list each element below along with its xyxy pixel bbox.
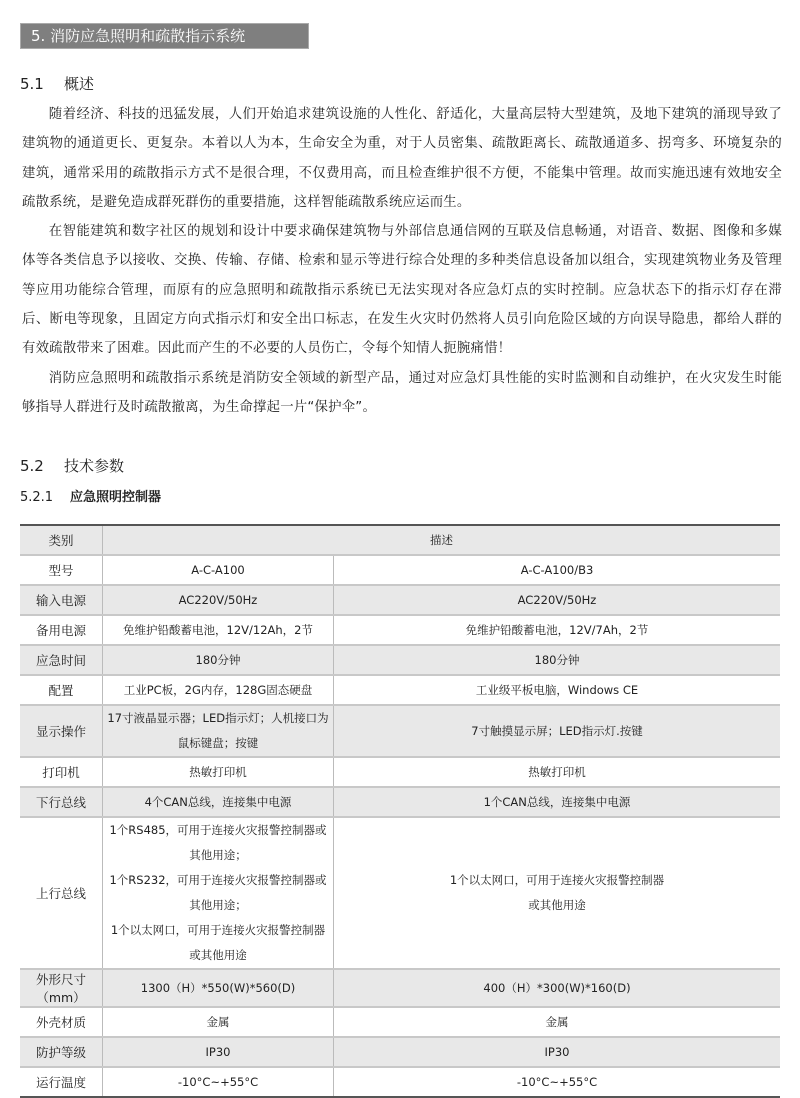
table-row <box>20 645 780 675</box>
cell-model-a <box>103 1007 334 1037</box>
cell-line: 金属 <box>206 1014 230 1029</box>
cell-line: -10°C~+55°C <box>516 1074 598 1089</box>
cell-line: 17寸液晶显示器；LED指示灯；人机接口为鼠标键盘；按键 <box>107 711 329 750</box>
heading-5-2-1 <box>20 486 161 505</box>
heading-text: 应急照明控制器 <box>70 490 162 505</box>
cell-line: 1个CAN总线，连接集中电源 <box>483 794 631 809</box>
cell-line: 1个RS485，可用于连接火灾报警控制器或其他用途； <box>109 823 327 862</box>
cell-model-b <box>334 645 781 675</box>
table-header-row <box>20 525 780 555</box>
row-label: 运行温度 <box>20 1067 103 1097</box>
row-label: 备用电源 <box>20 615 103 645</box>
heading-text: 技术参数 <box>64 457 125 475</box>
cell-line: 热敏打印机 <box>189 764 247 779</box>
section-number: 5. <box>31 27 46 45</box>
section-title <box>20 23 309 49</box>
heading-number: 5.2.1 <box>20 490 54 505</box>
table-row <box>20 615 780 645</box>
cell-model-b <box>334 585 781 615</box>
row-label: 输入电源 <box>20 585 103 615</box>
table-row <box>20 817 780 969</box>
cell-model-a <box>103 675 334 705</box>
table-row <box>20 585 780 615</box>
cell-model-b <box>334 787 781 817</box>
spec-table <box>20 524 780 1098</box>
cell-model-b <box>334 705 781 757</box>
cell-model-b <box>334 969 781 1007</box>
row-label: 应急时间 <box>20 645 103 675</box>
cell-model-b <box>334 615 781 645</box>
overview-text <box>22 100 782 422</box>
cell-model-a <box>103 1067 334 1097</box>
table-row <box>20 969 780 1007</box>
cell-model-b <box>334 817 781 969</box>
header-description: 描述 <box>103 525 781 555</box>
table-row <box>20 757 780 787</box>
table-row <box>20 555 780 585</box>
cell-line: A-C-A100 <box>191 562 245 577</box>
row-label: 配置 <box>20 675 103 705</box>
table-row <box>20 1037 780 1067</box>
cell-line: 180分钟 <box>534 652 580 667</box>
table-row <box>20 705 780 757</box>
row-label: 防护等级 <box>20 1037 103 1067</box>
cell-line: 1个RS232，可用于连接火灾报警控制器或其他用途； <box>109 873 327 912</box>
header-category: 类别 <box>20 525 103 555</box>
cell-line: 7寸触摸显示屏；LED指示灯.按键 <box>471 723 643 738</box>
cell-line: AC220V/50Hz <box>178 592 258 607</box>
row-label: 外形尺寸（mm） <box>20 969 103 1007</box>
cell-line: 免维护铅酸蓄电池，12V/7Ah，2节 <box>465 622 649 637</box>
cell-model-a <box>103 555 334 585</box>
cell-model-b <box>334 1037 781 1067</box>
cell-line: 1个以太网口，可用于连接火灾报警控制器 <box>449 873 665 887</box>
cell-line: A-C-A100/B3 <box>520 562 594 577</box>
row-label: 下行总线 <box>20 787 103 817</box>
cell-model-b <box>334 1007 781 1037</box>
cell-line: 或其他用途 <box>528 898 586 912</box>
cell-model-b <box>334 675 781 705</box>
cell-line: 金属 <box>545 1014 569 1029</box>
cell-line: 1个以太网口，可用于连接火灾报警控制器或其他用途 <box>110 923 326 962</box>
cell-model-a <box>103 615 334 645</box>
cell-line: 工业级平板电脑，Windows CE <box>475 682 639 697</box>
cell-line: 免维护铅酸蓄电池，12V/12Ah，2节 <box>123 622 313 637</box>
paragraph: 随着经济、科技的迅猛发展，人们开始追求建筑设施的人性化、舒适化，大量高层特大型建筑，及地下建筑的涌现导致了建筑物的通道更长、更复杂。本着以人为本，生命安全为重，对于人员密集、疏散距离长、疏散通道多、拐弯多、环境复杂的建筑，通常采用的疏散指示方式不是很合理，不仅费用高，而且检查维护很不方便，不能集中管理。故而实施迅速有效地安全疏散系统，是避免造成群死群伤的重要措施，这样智能疏散系统应运而生。 <box>22 107 782 210</box>
paragraph: 消防应急照明和疏散指示系统是消防安全领域的新型产品，通过对应急灯具性能的实时监测和自动维护，在火灾发生时能够指导人群进行及时疏散撤离，为生命撑起一片“保护伞”。 <box>22 370 782 415</box>
cell-model-a <box>103 585 334 615</box>
cell-model-a <box>103 1037 334 1067</box>
table-row <box>20 1067 780 1097</box>
cell-line: 180分钟 <box>195 652 241 667</box>
cell-model-a <box>103 645 334 675</box>
row-label: 外壳材质 <box>20 1007 103 1037</box>
cell-line: AC220V/50Hz <box>517 592 597 607</box>
heading-text: 概述 <box>64 75 95 93</box>
heading-number: 5.2 <box>20 457 44 475</box>
cell-model-a <box>103 969 334 1007</box>
cell-model-b <box>334 1067 781 1097</box>
table-row <box>20 1007 780 1037</box>
heading-5-2 <box>20 455 124 476</box>
cell-line: -10°C~+55°C <box>177 1074 259 1089</box>
heading-5-1 <box>20 73 94 94</box>
cell-line: 热敏打印机 <box>528 764 586 779</box>
table-row <box>20 787 780 817</box>
table-row <box>20 675 780 705</box>
heading-number: 5.1 <box>20 75 44 93</box>
cell-line: 1300（H）*550(W)*560(D) <box>140 980 296 995</box>
row-label: 型号 <box>20 555 103 585</box>
row-label: 打印机 <box>20 757 103 787</box>
cell-line: IP30 <box>544 1044 570 1059</box>
cell-model-a <box>103 705 334 757</box>
cell-line: IP30 <box>205 1044 231 1059</box>
cell-line: 工业PC板，2G内存，128G固态硬盘 <box>123 682 313 697</box>
cell-model-a <box>103 787 334 817</box>
cell-line: 400（H）*300(W)*160(D) <box>483 980 631 995</box>
row-label: 上行总线 <box>20 817 103 969</box>
cell-model-a <box>103 817 334 969</box>
section-title-text: 消防应急照明和疏散指示系统 <box>50 27 246 45</box>
cell-model-a <box>103 757 334 787</box>
cell-model-b <box>334 555 781 585</box>
paragraph: 在智能建筑和数字社区的规划和设计中要求确保建筑物与外部信息通信网的互联及信息畅通，对语音、数据、图像和多媒体等各类信息予以接收、交换、传输、存储、检索和显示等进行综合处理的多种类信息设备加以组合，实现建筑物业务及管理等应用功能综合管理，而原有的应急照明和疏散指示系统已无法实现对各应急灯点的实时控制。应急状态下的指示灯存在滞后、断电等现象，且固定方向式指示灯和安全出口标志，在发生火灾时仍然将人员引向危险区域的方向误导隐患，都给人群的有效疏散带来了困难。因此而产生的不必要的人员伤亡，令每个知情人扼腕痛惜！ <box>22 224 782 357</box>
row-label: 显示操作 <box>20 705 103 757</box>
cell-model-b <box>334 757 781 787</box>
cell-line: 4个CAN总线，连接集中电源 <box>144 794 292 809</box>
